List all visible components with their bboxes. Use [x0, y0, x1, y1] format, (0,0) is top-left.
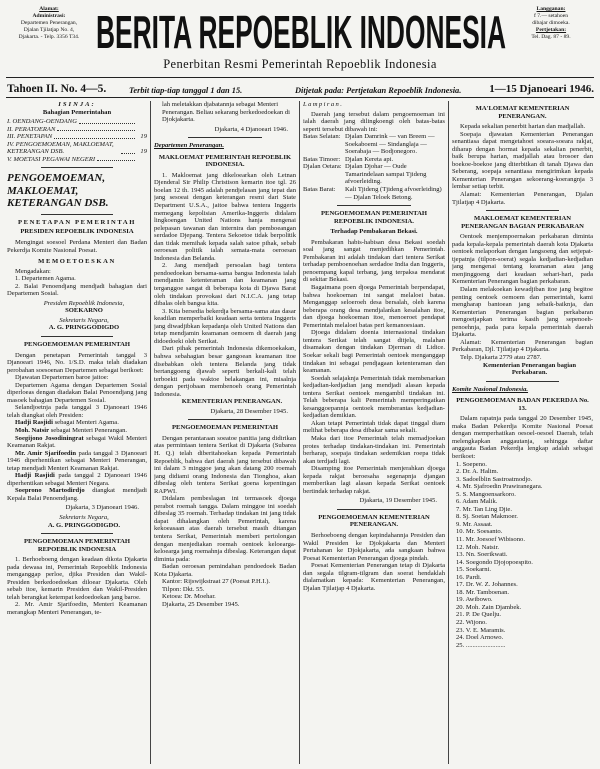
member-list-item: 17. Dr. W. Z. Johannes. — [456, 581, 518, 589]
section-divider — [486, 381, 559, 382]
section-heading: MAKLOEMAT KEMENTERIAN PENERANGAN BAGIAN PERKABARAN — [461, 215, 584, 230]
member-list-item: 2. Dr. A. Halim. — [456, 468, 499, 476]
paragraph: Djoega didalam doenia internasional tindakan tentera Serikat telah sangat ditjela, malahan disamakan dengan tindakan Djerman di Lidice. Soekar sekali bagi Pemerintah oentoek menganggap tindakan ini sebagai pendjagaan ketenteraman dan keamanan. — [303, 329, 445, 375]
masthead-title: BERITA REPOEBLIK INDONESIA — [96, 6, 506, 54]
paragraph: Pembakaran habis-habisan desa Bekasi soedah soal jang sangat menjedihkan Pemerintah. Pembakaran ini adalah tindakan dari tentera Serikat terhadap pemboenoehan serdadoe India dan Inggeris, penoempang kapal terbang, jang terpaksa mendarat di sekitar Bekasi. — [303, 238, 445, 284]
subscription-line: dibajar dimoeka. — [532, 20, 570, 26]
boundary-text: Djalan Damrink — van Breem — Soekaboemi — Sindanglaja — Soerabaja — Bodjonegoro. — [345, 133, 435, 156]
paragraph: 2. Mr. Amir Sjarifoedin, Menteri Keamanan merangkap Menteri Penerangan, te- — [7, 601, 147, 617]
signature-name: Kementerian Penerangan bagian Perkabaran. — [482, 361, 577, 377]
issue-info-bar — [7, 80, 594, 95]
contents-entry-label: V. MOETASI PEGAWAI NEGERI — [7, 155, 96, 163]
member-list-item: 14. Soegondo Djojopoespito. — [456, 558, 533, 566]
dateline: Djakarta, 19 Desember 1945. — [359, 497, 437, 505]
contents-leader — [121, 153, 135, 154]
address-label: Alamat: — [39, 6, 59, 12]
department-label: Departemen Penerangan. — [154, 142, 224, 150]
column-divider — [448, 101, 449, 764]
section-divider — [41, 533, 113, 534]
paragraph: Djawatan Departemen baroe jaitoe: — [15, 374, 109, 382]
section-divider — [41, 214, 113, 215]
paragraph: Dari pihak pemerintah Indonesia dikemoekakan, bahwa sebahagian besar gangoean keamanan itoe disebabkan oleh tentera Belanda jang tidak bertanggoeng djawab seperti berkali-kali telah terboekti pada waktoe belakangan ini, misalnja dengan pertjobaan membenoeh orang Pemerintah Indonesia. — [154, 345, 296, 398]
text-line: Mengadakan: — [15, 267, 51, 275]
section-divider — [337, 205, 411, 206]
member-list-item: 13. Nn. Soerikwati. — [456, 551, 508, 559]
masthead-subtitle: Penerbitan Resmi Pemerintah Repoeblik Indonesia — [163, 57, 437, 71]
printing-label: Pertjetakan: — [535, 27, 567, 33]
column-4 — [452, 101, 593, 764]
column-3 — [303, 101, 445, 764]
signature-title: Presiden Repoeblik Indonesia, — [43, 299, 125, 307]
paragraph: Telp. Djakarta 2779 atau 2787. — [460, 353, 542, 361]
paragraph: Dalam melakoekan kewadjiban itoe jang begitoe penting oentoek oemoem dan pemerintah, kami mengharap bantoean jang sebaik-baiknja, dan Kementerian Penerangan bagian perkabaran mengoetjapkan terima kasih jang sepenoeh-penoehnja, pada para kepala pemerintah daerah Djakarta. — [452, 286, 593, 339]
signature-name: SOEKARNO — [65, 307, 103, 315]
paragraph: Poesat Kementerian Penerangan tetap di Djakarta dan segala tilgram-tilgram dan soerat hendaklah dialamatkan kepada: Kementerian Penerangan, Djalan Tjilatjap 4 Djakarta. — [303, 562, 445, 592]
boundary-entry — [303, 156, 445, 164]
address-line: Djalan Tjilatjap No. 4, — [23, 27, 75, 33]
paragraph: Dalam rapatnja pada tanggal 20 Desember 1945, maka Badan Pekerdja Komite Nasional Poesat dengan memperhatikan oesoel-oesoel Daerah, telah melengkapkan anggautanja, sehingga daftar anggauta Badan Pekerdja lengkap adalah sebagai berikoet: — [452, 415, 593, 460]
paragraph: Berhoeboeng dengan kepindahannja Presiden dan Wakil Presiden ke Djokjakarta dan Menteri Pertahanan ke Djokjakarta, ada sangkaan bahwa Poesat Kementerian Penerangan djoega pindah. — [303, 531, 445, 562]
paragraph: Selandjoetnja pada tanggal 3 Djanoeari 1946 telah diangkat oleh Presiden: — [7, 404, 147, 419]
paragraph: Akan tetapi Pemerintah tidak dapat tinggal diam melihat beberapa desa dibakar sama sekali. — [303, 419, 445, 435]
paragraph: Dengan penetapan Pemerintah tanggal 3 Djanoeari 1946, No. 1/S.D. maka telah diadakan perobahan soesoenan Departemen sebagai berikoet: — [7, 351, 147, 374]
member-list-item: 10. Mr. Soesanto. — [456, 528, 503, 536]
appointment-paragraph — [7, 419, 147, 427]
member-list-item: 5. S. Mangoensarkoro. — [456, 490, 516, 498]
paragraph: 1. Makloemat jang dikeloearkan oleh Letnan Djenderal Sir Philip Christison kemarin itoe tgl. 26 boelan 12 th. 1945 adalah pendjelasan jang tepat dan jang sesoeai dengan keterangan resmi dari State Department U.S.A., jaitoe bahwa tentera Inggeris memegang kepolisian Amerika-Inggeris didalam lingkoengan United Nations hanja mengenai pelepasan tawanan dan internira dan pemboeangan serdadoe Djepang. Tentera Sekoetoe tidak berpolitik dan tidak memihak kepada salah satoe pihak, sebab oeroesan politik ialah semata-mata oeroesan Indonesia dan Belanda. — [154, 171, 296, 262]
paragraph: Oentoek menjempoernakan perkabaran diminta pada kepala-kepala pemerintah daerah kota Djakarta oentoek melaporkan dengan langsoeng dan setjepat-tjepatnja (tilpon-soerat) segala kedjadian-kedjadian jang mengenai tentang keamanan atau jang menjinggoeng dari keadaan sehari-hari, pada Kementerian Penerangan bagian perkabaran. — [452, 233, 593, 286]
appointment-text: diangkat mendjadi Kepala Balai Penoendjang. — [7, 487, 147, 502]
contents-page-number: 19 — [140, 148, 147, 156]
member-list-item: 6. Adam Malik. — [456, 498, 498, 506]
appointment-paragraph — [7, 472, 147, 487]
spaced-heading: MEMOETOESKAN — [38, 258, 116, 266]
paragraph: Daerah jang tersebut dalam pengoemoeman ini ialah daerah jang dilingkoengi oleh batas-batas seperti tersebut dibawah ini: — [303, 110, 445, 133]
paragraph: Disamping itoe Pemerintah menjerahkan djoega kepada rakjat beroesaha segenapnja djangan memberikan lagi alasan kepada Serikat oentoek bertindak terhadap rakjat. — [303, 465, 445, 495]
paragraph: 2. Balai Penoendjang mendjadi bahagian dari Departemen Sosial. — [7, 282, 147, 298]
column-divider — [150, 101, 151, 764]
signature-name: KEMENTERIAN PENERANGAN. — [181, 398, 283, 406]
address-line: Administrasi: — [32, 13, 66, 19]
appointee-name: Soegijono Josodiningrat — [15, 434, 84, 442]
boundary-entry — [303, 186, 445, 201]
section-heading: MA'LOEMAT KEMENTERIAN PENERANGAN. — [475, 105, 570, 120]
member-list-item: 12. Moh. Natsir. — [456, 543, 500, 551]
boundary-label: Djalan Oetara: — [303, 163, 342, 171]
header-divider — [6, 77, 594, 78]
member-list-item: 1. Soepeno. — [456, 460, 487, 468]
boundary-text: Djalan Kereta api. — [345, 155, 394, 163]
appointee-name: Hadji Rasjidi — [15, 472, 55, 480]
text-line: Ketoea: Dr. Moehar. — [162, 593, 216, 601]
contents-entry — [7, 118, 147, 126]
column-divider — [299, 101, 300, 764]
paragraph: 3. Kita bersedia bekerdja bersama-sama atas dasar keadilan memperbaiki keadaan serta tentera Inggeris jang diwadjibkan kepadanja oleh United Nations dan tetap mendjamin keamanan oemoem di daerah jang didoedoeki oleh Serikat. — [154, 307, 296, 345]
contents-leader — [97, 160, 135, 161]
paragraph: Badan oeroesan pemindahan pendoedoek Badan Kota Djakarta. — [154, 563, 296, 578]
section-divider — [337, 509, 411, 510]
subscription-label: Langganan: — [536, 6, 566, 12]
section-heading: PENGOEMOEMAN BADAN PEKERDJA No. 13. — [456, 397, 589, 412]
paragraph: Didalam pembeslagan ini termasoek djoega perabot roemah tangga. Dalam minggoe ini soedah dibeslag 35 roemah. Terhadap tindakan ini jang tidak dapat dihalangkan oleh Pemerintah, karena kekoeasaan atas daerah tersebut masih ditangan tentera Serikat, Pemerintah memberi pertolongan dengan menjediakan roemah oentoek keloearga-keloearga jang roemahnja dibeslag. Keterangan dapat diminta pada: — [154, 495, 296, 563]
member-list-item: 23. V. E. Maramis. — [456, 626, 506, 634]
spaced-heading: PENETAPAN PEMERINTAH — [18, 218, 136, 226]
member-list-item: 25. ........................ — [456, 641, 506, 649]
contents-entry — [7, 141, 147, 156]
paragraph: Alamat: Kementerian Penerangan, Djalan Tjilatjap 4 Djakarta. — [452, 191, 593, 206]
member-list-item: 11. Mr. Joesoef Wibisono. — [456, 535, 525, 543]
dateline: Djakarta, 28 Desember 1945. — [210, 407, 288, 415]
member-list-item: 19. Awibowo. — [456, 596, 493, 604]
appendix-label: Lampiran. — [303, 101, 344, 108]
contents-entry-label: IV. PENGOEMOEMAN, MAKLOEMAT, KETERANGAN DSB. — [7, 140, 114, 156]
paragraph: Soepaja djawatan Kementerian Penerangan senantiasa dapat mengetahoei soeara-soeara rakjat, diharap dengan hormat kepada sekalian penerbit, baik berupa harian, madjallah atau brosoer dan boekoe-boekoe jang diterbitkan di tanah Djawa dan Seberang, soepaja senantiasa mengirimkan kepada Kementerian Penerangan sekoerang-koerangnja 3 lembar setiap terbit. — [452, 130, 593, 191]
section-divider — [188, 137, 262, 138]
appointment-paragraph — [7, 427, 147, 435]
subscription-box — [509, 6, 593, 41]
paragraph: Dengan perantaraan soeatoe panitia jang didirikan atas permintaan tentera Serikat di Djakarta (Subarea H. Q.) telah diberitahoekan kepada Pemerintah Repoeblik, bahwa dari daerah jang tersebut dibawah ini dalam 3 minggoe jang akan datang 200 roemah jang didiami orang Indonesia dan Tionghoa, akan dibeslag oleh tentera Serikat goena kepentingan RAPWI. — [154, 434, 296, 495]
appointee-name: Soeprono Martodirdjo — [15, 487, 85, 495]
boundary-text: Kali Tjideng (Tjideng afvoerleiding) — Djalan Teloek Betong. — [345, 186, 442, 201]
column-1 — [7, 101, 147, 764]
contents-leader — [57, 130, 135, 131]
contents-entry-label: III. PENETAPAN — [7, 133, 53, 141]
info-divider — [6, 97, 594, 98]
member-list-item: 21. P. De Quelju. — [456, 611, 502, 619]
member-list-item: 7. Mr. Tan Ling Djie. — [456, 505, 513, 513]
section-heading: PENGOEMOEMAN PEMERINTAH REPOEBLIK INDONESIA — [24, 538, 130, 553]
publication-schedule: Terbit tiap-tiap tanggal 1 dan 15. — [129, 86, 243, 95]
subscription-line: f 7.— setahoen — [533, 13, 569, 19]
section-divider — [188, 419, 262, 420]
contents-leader — [54, 138, 135, 139]
boundary-entry — [303, 133, 445, 156]
paragraph: Bagaimana poen djoega Pemerintah berpendapat, bahwa hoekoeman ini sangat melaloei batas. Menganggap seloeroeh desa bersalah, oleh karena beberapa orang desa mendjalankan kesalahan itoe, dan djoega hoekoeman itoe, menoeroet pendapat Pemerintah melaloei batas peri kemanoesiaan. — [303, 284, 445, 329]
paragraph: Departemen Agama dengan Departemen Sosial diperloeas dengan diadakan Balai Penoendjang jang masoek bahagian Departemen Sosial. — [7, 381, 147, 404]
contents-page-number: 19 — [140, 133, 147, 141]
signature-name: A. G. PRINGGODIGDO — [48, 324, 120, 332]
department-label: Komite Nasional Indonesia. — [452, 385, 529, 393]
contents-entry — [7, 133, 147, 141]
appointment-text: pada tanggal 3 Djanoeari 1946 diperhentikan sebagai Menteri Penerangan, tetap mendjadi Menteri Keamanan Rakjat. — [7, 449, 147, 472]
contents-entry — [7, 156, 147, 164]
member-list-item: 15. Soekarni. — [456, 566, 491, 574]
contents-entry-label: II. PERATOERAN — [7, 125, 56, 133]
boundary-label: Batas Barat: — [303, 186, 336, 194]
section-subheading: Terhadap Pembakaran Bekasi. — [330, 228, 418, 236]
boundary-label: Batas Timoer: — [303, 155, 341, 163]
text-line: 1. Departemen Agama. — [15, 275, 76, 283]
boundary-entry — [303, 163, 445, 186]
subscription-line: Tel. Dag. 87 - 89. — [531, 34, 571, 40]
masthead-title-svg — [96, 4, 506, 54]
column-2 — [154, 101, 296, 764]
appointment-text: pada tanggal 2 Djanoeari 1946 diperhentikan sebagai Menteri Negara. — [7, 472, 147, 487]
contents-subtitle: Bahagian Pemerintahan — [42, 108, 112, 116]
boundary-text: Djalan Djohar — Oude Tamarindelaan sampai Tjideng afvoerleiding. — [345, 163, 427, 186]
boundary-label: Batas Selatan: — [303, 133, 341, 141]
paragraph: 2. Jang mendjadi persoalan bagi tentera pendoedoekan bersama-sama bangsa Indonesia ialah mendjamin ketenteraman dan keamanan jang terganggoe sangat di beberapa kota di Djawa Barat oleh tindakan provokasi dari N.I.C.A. jang tetap dibalas oleh bangsa kita. — [154, 262, 296, 308]
paragraph: Mengingat soesoel Perdana Menteri dan Badan Pekerdja Komite Nasional Poesat. — [7, 238, 147, 254]
section-divider — [41, 336, 113, 337]
appointment-text: sebagai Menteri Penerangan. — [49, 427, 128, 434]
signature-title: Sekretaris Negara, — [59, 316, 109, 324]
paragraph: 1. Berhoeboeng dengan keadaan dikota Djakarta pada dewasa ini, Pemerintah Repoeblik Indonesia menganggap perloe, djika Presiden dan Wakil-Presiden berkedoedoekan diloear Djakarta. Oleh sebab itoe, kemarin Presiden dan Wakil-Presiden telah berangkat ketempat kedoedoekan jang baroe. — [7, 556, 147, 601]
appointee-name: Hadji Rasjidi — [15, 419, 53, 427]
section-heading: PENGOEMOEMAN PEMERINTAH — [24, 340, 130, 348]
section-heading: MAKLOEMAT PEMERINTAH REPOEBLIK INDONESIA. — [158, 153, 292, 169]
signature-name: A. G. PRINGGODIGDO. — [48, 521, 120, 529]
signature-title: Sekretaris Negara, — [59, 514, 109, 522]
paragraph: Kepada sekalian penerbit harian dan madjallah. — [460, 123, 586, 131]
member-list-item: 16. Pardi. — [456, 573, 482, 581]
contents-entry — [7, 126, 147, 134]
section-heading: PENGOEMOEMAN KEMENTERIAN PENERANGAN. — [318, 513, 430, 529]
member-list-item: 18. Mr. Tamboenan. — [456, 588, 510, 596]
paragraph: Soedah selajaknja Pemerintah tidak membenarkan kedjadian-kedjadian jang mendjadi alasan kepada tentera Serikat oentoek mengambil tindakan ini. Telah beberapa kali Pemerintah memperingatkan kesanggoepannja oentoek memberantas kedjadian-kedjadian demikian. — [303, 374, 445, 420]
paragraph: Maka dari itoe Pemerintah telah memadjoekan protes terhadap tindakan-tindakan ini. Pemerintah berharap, soepaja tindakan sedemikian roepa tidak akan terdjadi lagi. — [303, 434, 445, 465]
dateline: Djakarta, 4 Djanoeari 1946. — [214, 125, 288, 133]
section-heading: PENGOEMOEMAN PEMERINTAH REPOEBLIK INDONESIA. — [321, 210, 427, 225]
section-heading: PENGOEMOEMAN PEMERINTAH — [172, 424, 278, 432]
member-list-item: 9. Mr. Assaat. — [456, 520, 493, 528]
member-list-item: 20. Moh. Zain Djambek. — [456, 603, 522, 611]
appointment-text: sebagai Wakil Menteri Keamanan Rakjat. — [7, 434, 147, 450]
section-subheading: PRESIDEN REPOEBLIK INDONESIA — [20, 228, 134, 236]
issue-date: 1—15 Djanoeari 1946. — [489, 83, 594, 95]
text-line: Kantor: Rijswijkstraat 27 (Poesat P.H.I.). — [162, 578, 271, 586]
contents-leader — [79, 123, 135, 124]
paragraph: Alamat: Kementerian Penerangan bagian Perkabaran, Djl. Tjilatjap 4 Djakarta. — [452, 338, 593, 354]
member-list-item: 3. Sadoelblin Sastroatmodjo. — [456, 475, 533, 483]
dateline: Djakarta, 3 Djanoeari 1946. — [65, 504, 139, 512]
appointee-name: Moh. Natsir — [15, 427, 50, 434]
contents-entry-label: I. OENDANG-OENDANG — [7, 118, 77, 126]
appointment-paragraph — [7, 487, 147, 502]
member-list-item: 8. Sj. Soetan Makmoer. — [456, 513, 518, 521]
address-line: Departemen Penerangan, — [20, 20, 78, 26]
text-line: Djakarta, 25 Desember 1945. — [162, 600, 240, 608]
appointment-text: sebagai Menteri Agama. — [52, 419, 119, 427]
section-divider — [41, 167, 113, 168]
printer-info: Ditjetak pada: Pertjetakan Repoeblik Indonesia. — [295, 86, 462, 95]
text-line: Tilpon: Dkt. 55. — [162, 585, 205, 593]
address-box — [7, 6, 91, 41]
member-list-item: 24. Doel Arnowo. — [456, 634, 504, 642]
issue-number: Tahoen II. No. 4—5. — [7, 83, 107, 95]
text-line: lah meletakkan djabatannja sebagai Menteri Penerangan. Beliau sekarang berkedoedoekan di Djokjakarta. — [162, 101, 290, 124]
contents-title: ISINJA: — [58, 101, 96, 108]
appointment-paragraph — [7, 450, 147, 473]
member-list-item: 22. Wijono. — [456, 619, 487, 626]
section-banner: PENGOEMOEMAN, MAKLOEMAT, KETERANGAN DSB. — [7, 172, 109, 210]
appointee-name: Mr. Amir Sjarifoedin — [15, 449, 77, 457]
address-line: Djakarta. - Telp. 3356 T34. — [18, 34, 80, 40]
section-divider — [486, 210, 559, 211]
appointment-paragraph — [7, 435, 147, 450]
member-list-item: 4. Mr. Sjafroedin Prawiranegara. — [456, 483, 543, 491]
